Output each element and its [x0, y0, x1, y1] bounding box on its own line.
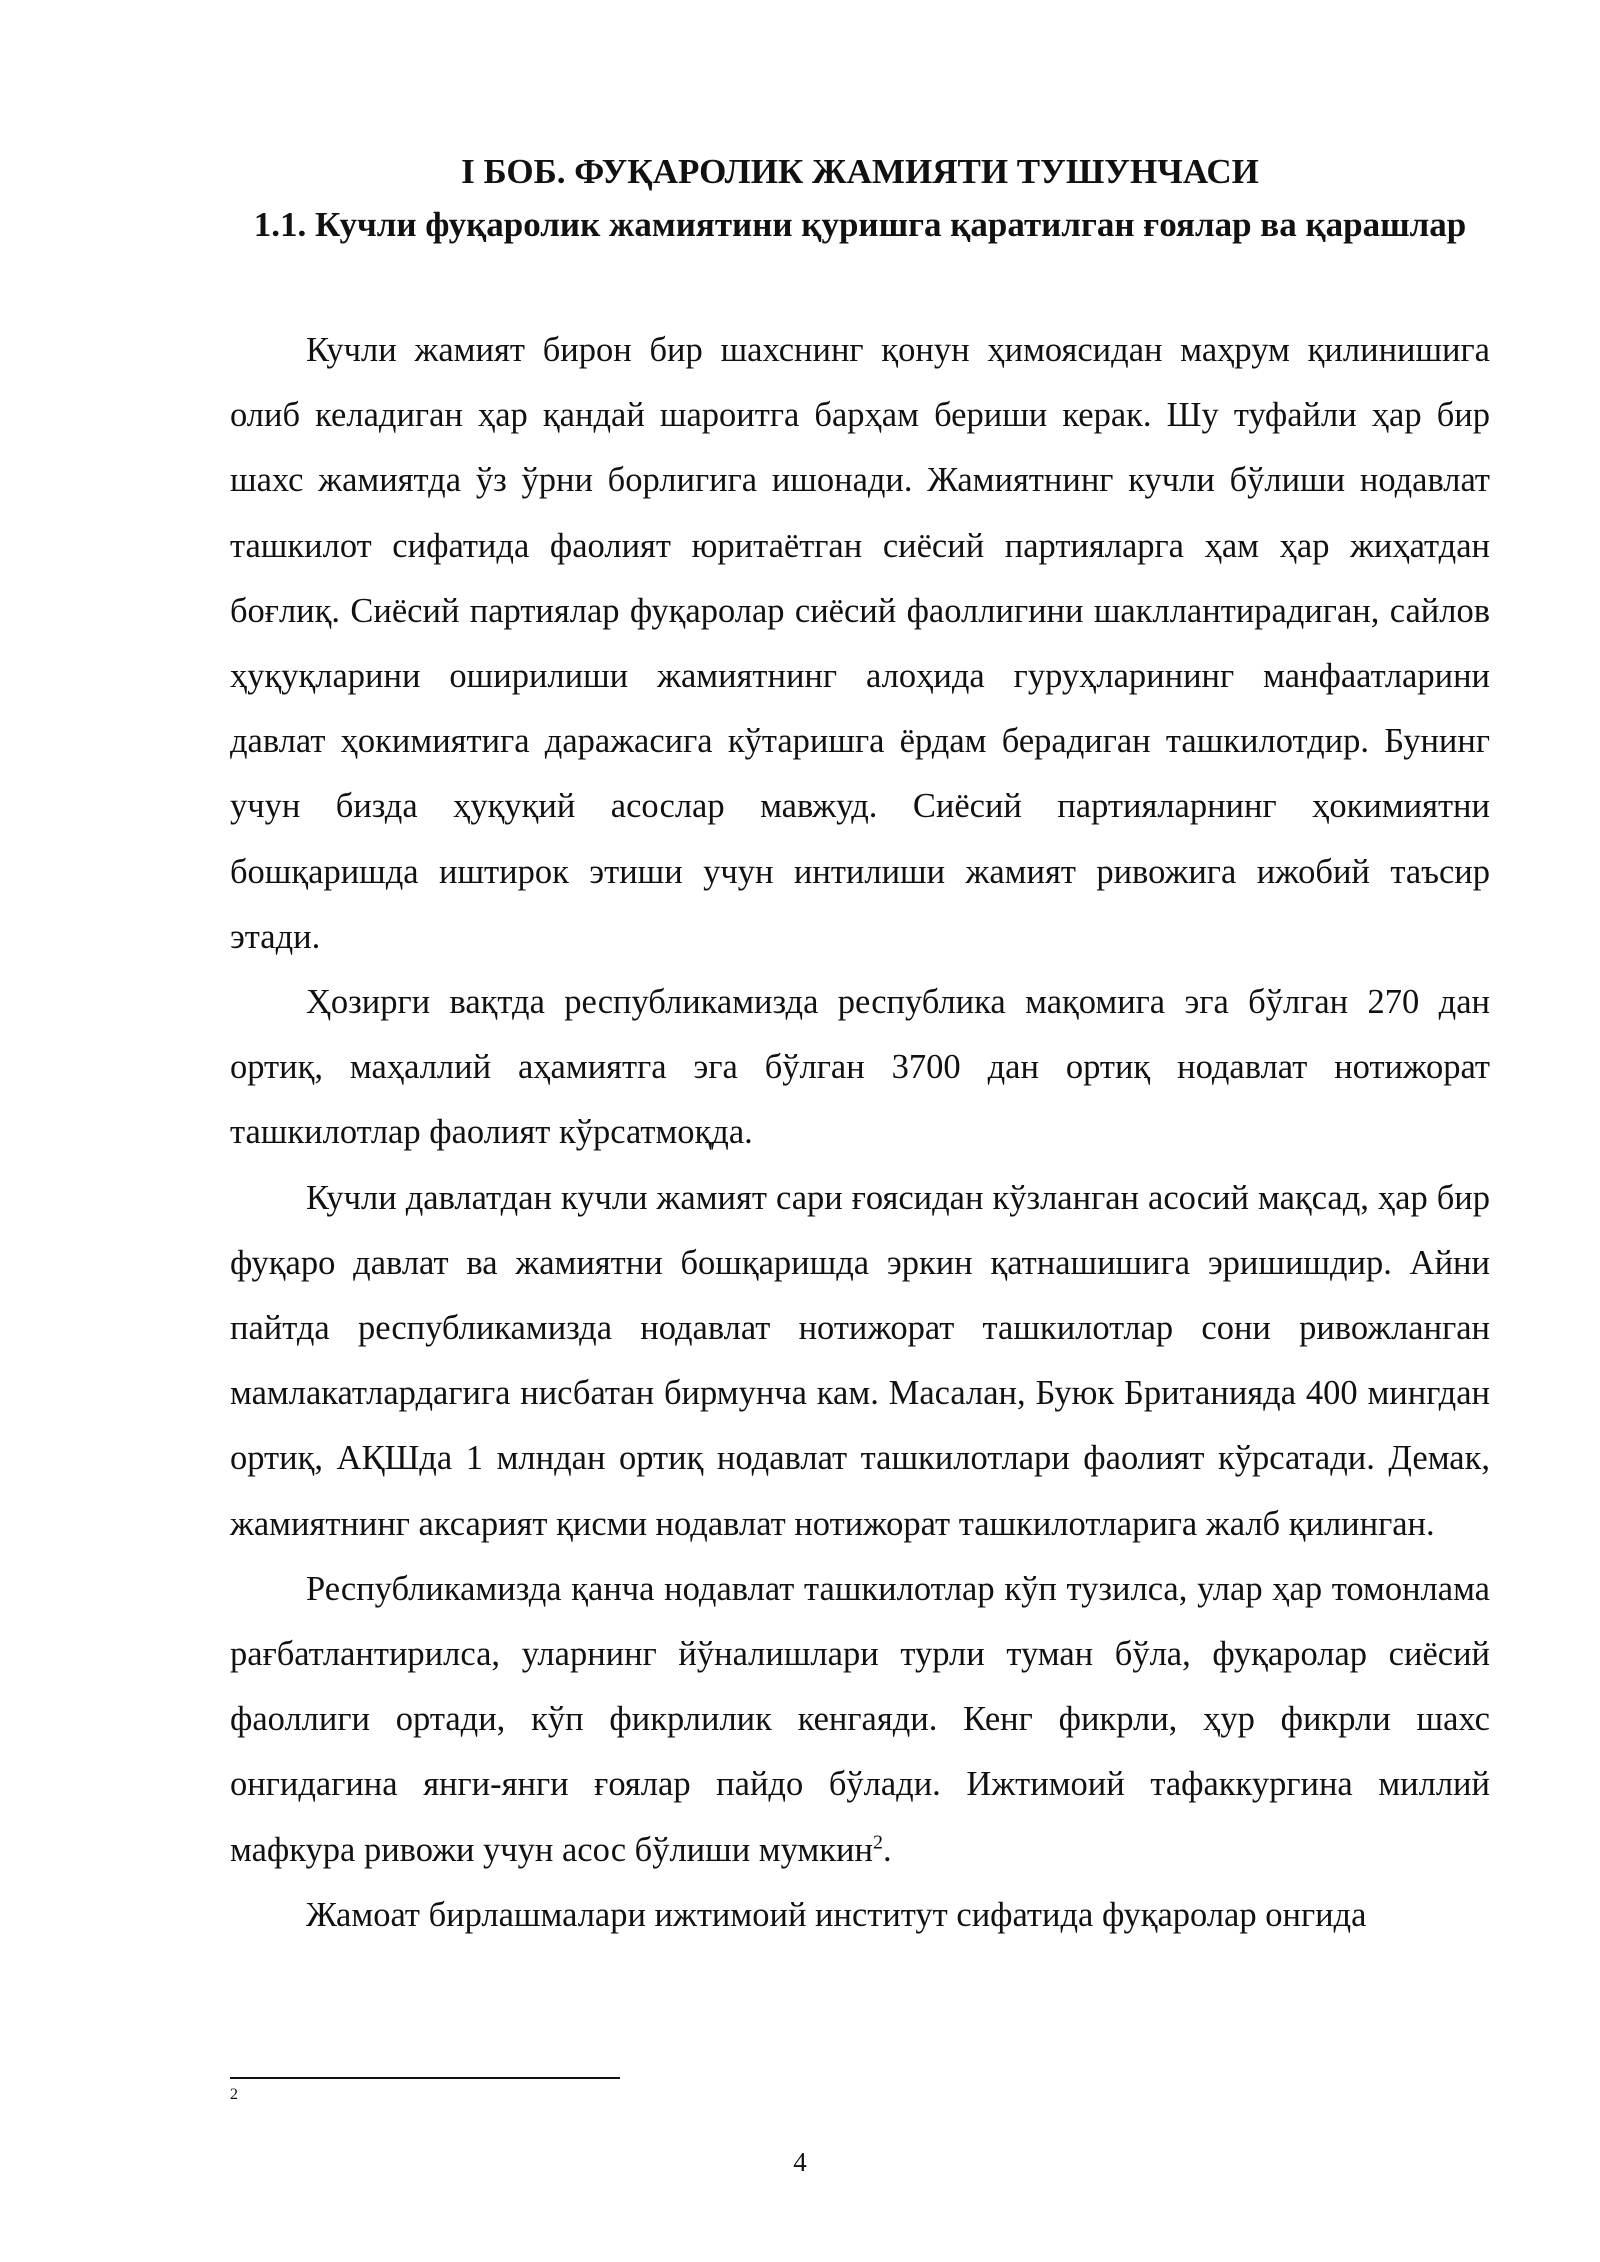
paragraph-5: Жамоат бирлашмалари ижтимоий институт сифатида фуқаролар онгида	[306, 1895, 1367, 1934]
footnote-reference[interactable]: 2	[872, 1831, 883, 1854]
paragraph-4-text: Республикамизда қанча нодавлат ташкилотлар кўп тузилса, улар ҳар томонлама рағбатлантирилса, уларнинг йўналишлари турли туман бўла, фуқаролар сиёсий фаоллиги ортади, кўп фикрлилик кенгаяди. Кенг фикрли, ҳур фикрли шахс онгидагина янги-янги ғоялар пайдо бўлади. Ижтимоий тафаккургина миллий мафкура ривожи учун асос бўлиши мумкин	[230, 1569, 1490, 1869]
paragraph-4	[230, 1557, 1490, 1883]
body-text	[230, 318, 1490, 1948]
paragraph-2: Ҳозирги вақтда республикамизда республика мақомига эга бўлган 270 дан ортиқ, маҳаллий аҳамиятга эга бўлган 3700 дан ортиқ нодавлат нотижорат ташкилотлар фаолият кўрсатмоқда.	[230, 983, 1490, 1152]
chapter-title: I БОБ. ФУҚАРОЛИК ЖАМИЯТИ ТУШУНЧАСИ	[461, 152, 1259, 191]
footnote-separator	[230, 2077, 620, 2079]
section-title: 1.1. Кучли фуқаролик жамиятини қуришга қаратилган ғоялар ва қарашлар	[253, 205, 1467, 244]
paragraph-1: Кучли жамият бирон бир шахснинг қонун ҳимоясидан маҳрум қилинишига олиб келадиган ҳар қандай шароитга барҳам бериши керак. Шу туфайли ҳар бир шахс жамиятда ўз ўрни борлигига ишонади. Жамиятнинг кучли бўлиши нодавлат ташкилот сифатида фаолият юритаётган сиёсий партияларга ҳам ҳар жиҳатдан боғлиқ. Сиёсий партиялар фуқаролар сиёсий фаоллигини шакллантирадиган, сайлов ҳуқуқларини оширилиши жамиятнинг алоҳида гуруҳларининг манфаатларини давлат ҳокимиятига даражасига кўтаришга ёрдам берадиган ташкилотдир. Бунинг учун бизда ҳуқуқий асослар мавжуд. Сиёсий партияларнинг ҳокимиятни бошқаришда иштирок этиши учун интилиши жамият ривожига ижобий таъсир этади.	[230, 331, 1490, 956]
paragraph-3: Кучли давлатдан кучли жамият сари ғоясидан кўзланган асосий мақсад, ҳар бир фуқаро давлат ва жамиятни бошқаришда эркин қатнашишига эришишдир. Айни пайтда республикамизда нодавлат нотижорат ташкилотлар сони ривожланган мамлакатлардагига нисбатан бирмунча кам. Масалан, Буюк Британияда 400 мингдан ортиқ, АҚШда 1 млндан ортиқ нодавлат ташкилотлари фаолият кўрсатади. Демак, жамиятнинг аксарият қисми нодавлат нотижорат ташкилотларига жалб қилинган.	[230, 1178, 1490, 1543]
footnote-number: 2	[230, 2086, 238, 2103]
page-number: 4	[793, 2147, 807, 2177]
paragraph-4-end: .	[882, 1830, 892, 1869]
